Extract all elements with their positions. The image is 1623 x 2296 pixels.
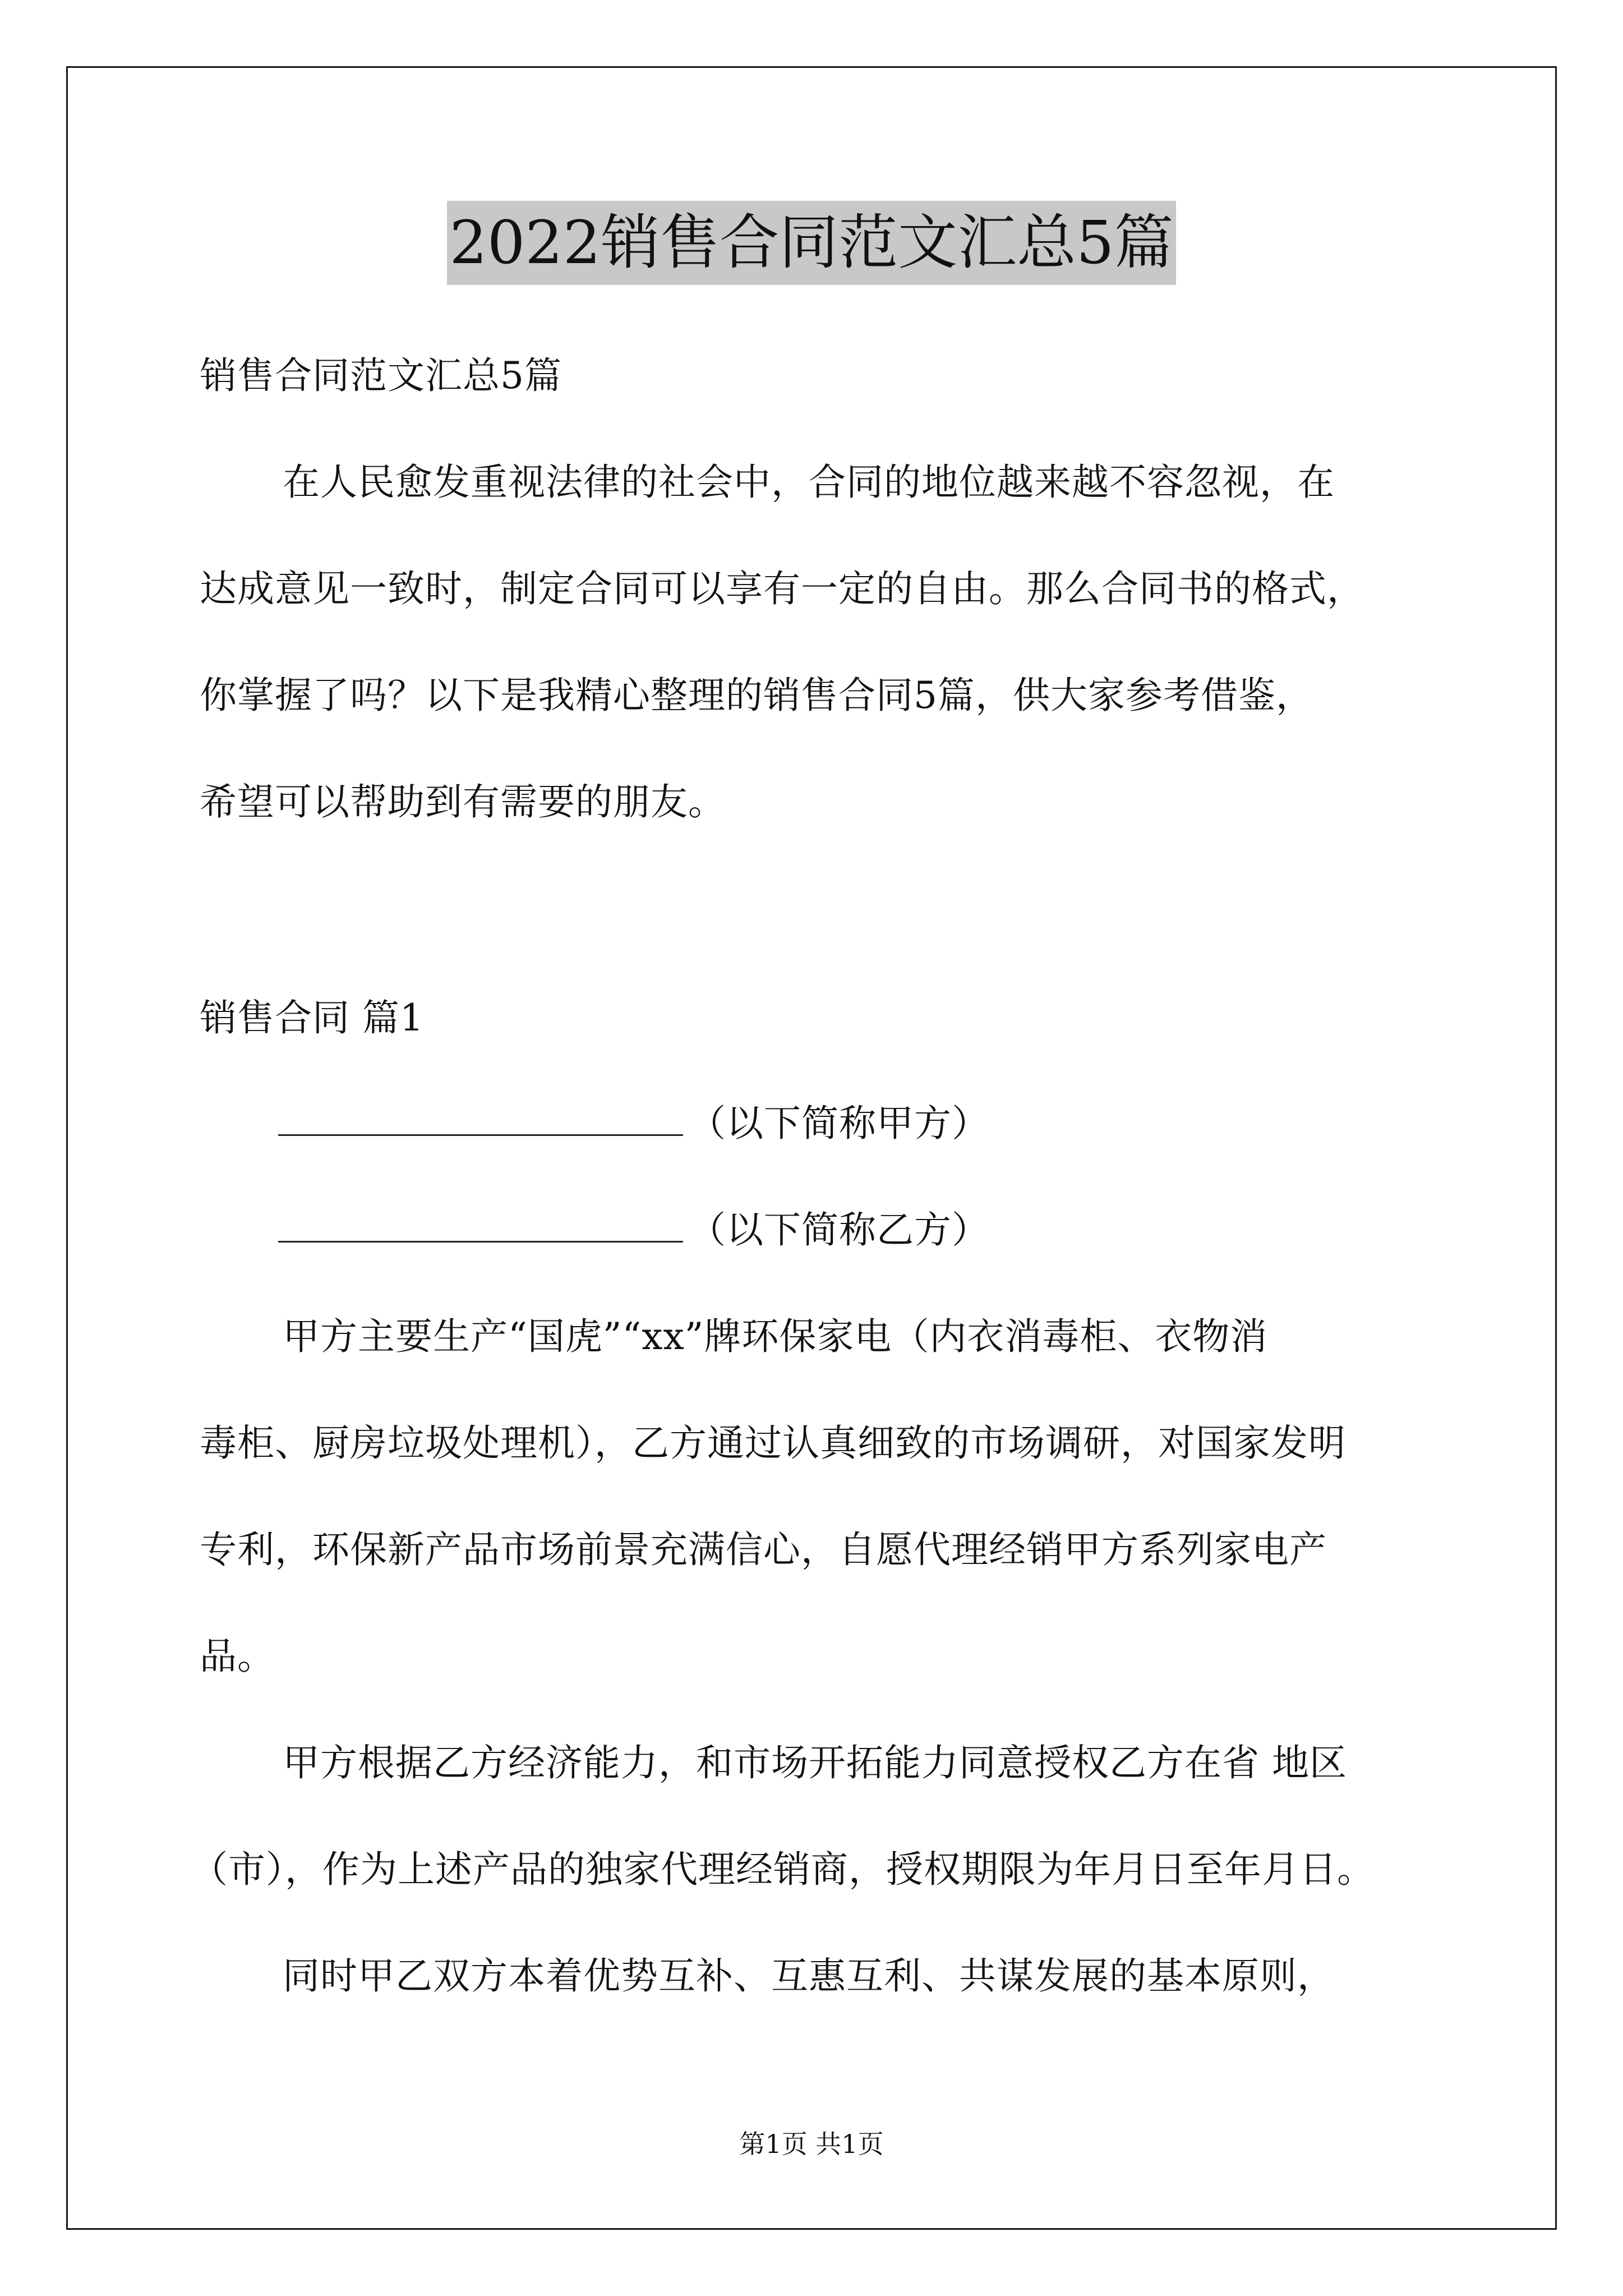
document-subtitle: 销售合同范文汇总5篇 — [200, 354, 562, 397]
page-footer: 第1页 共1页 — [739, 2129, 884, 2159]
body-line-3: 专利，环保新产品市场前景充满信心，自愿代理经销甲方系列家电产 — [200, 1528, 1327, 1571]
body-line-2: 毒柜、厨房垃圾处理机），乙方通过认真细致的市场调研，对国家发明 — [200, 1421, 1346, 1465]
intro-line-1: 在人民愈发重视法律的社会中，合同的地位越来越不容忽视，在 — [283, 461, 1335, 504]
title-container — [0, 201, 1623, 285]
body-line-1: 甲方主要生产“国虎”“xx”牌环保家电（内衣消毒柜、衣物消 — [283, 1315, 1268, 1358]
party-b-label: （以下简称乙方） — [689, 1208, 989, 1251]
intro-line-4: 希望可以帮助到有需要的朋友。 — [200, 780, 726, 823]
party-b-line — [278, 1205, 1529, 1255]
section-heading: 销售合同 篇1 — [200, 996, 424, 1039]
intro-line-2: 达成意见一致时，制定合同可以享有一定的自由。那么合同书的格式， — [200, 567, 1364, 610]
document-title: 2022销售合同范文汇总5篇 — [447, 201, 1175, 285]
party-a-label: （以下简称甲方） — [689, 1102, 989, 1145]
body-line-6: （市），作为上述产品的独家代理经销商，授权期限为年月日至年月日。 — [191, 1848, 1375, 1891]
party-b-blank[interactable] — [278, 1206, 683, 1243]
intro-line-3: 你掌握了吗？以下是我精心整理的销售合同5篇，供大家参考借鉴， — [200, 674, 1313, 717]
party-a-blank[interactable] — [278, 1099, 683, 1136]
body-line-4: 品。 — [200, 1635, 275, 1678]
body-line-5: 甲方根据乙方经济能力，和市场开拓能力同意授权乙方在省 地区 — [283, 1741, 1347, 1784]
party-a-line — [278, 1098, 1529, 1149]
body-line-7: 同时甲乙双方本着优势互补、互惠互利、共谋发展的基本原则， — [283, 1954, 1335, 1998]
